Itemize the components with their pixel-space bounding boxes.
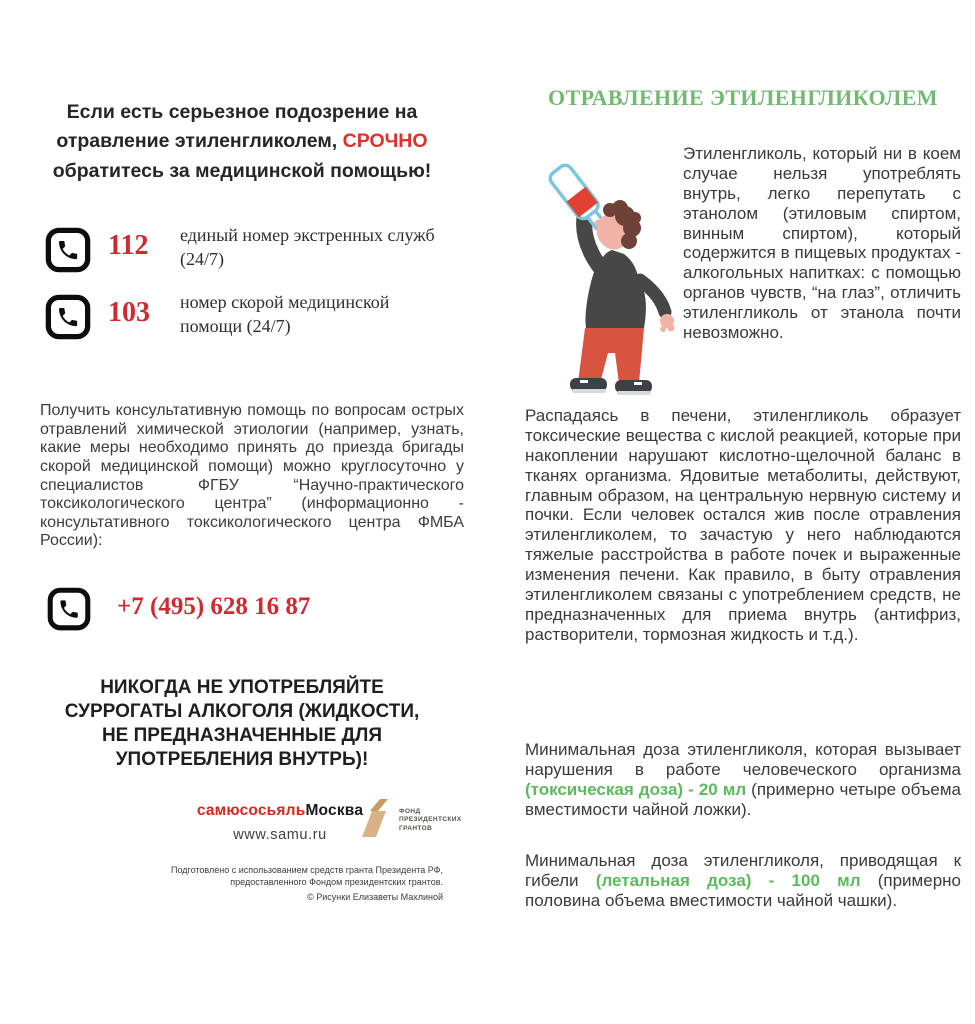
toxic-dose-paragraph: [525, 740, 961, 820]
fund-logo-line2: ПРЕЗИДЕНТСКИХ: [399, 816, 462, 824]
lethal-dose-paragraph: [525, 851, 961, 911]
fund-flag-icon: [360, 797, 394, 844]
toxic-dose-text-post: (примерно четыре объема вместимости чайной ложки).: [525, 779, 962, 819]
lethal-dose-text-pre: Минимальная доза этиленгликоля, приводящая к гибели: [525, 851, 961, 890]
grant-note-line2: предоставленного Фондом президентских грантов.: [230, 877, 443, 888]
fund-logo-line3: ГРАНТОВ: [399, 824, 433, 832]
phone-icon: [45, 294, 91, 340]
samu-logo-red-part: самюсосьяль: [196, 802, 306, 819]
samu-website-url: www.samu.ru: [233, 827, 327, 843]
phone-icon: [47, 587, 91, 631]
samu-moscow-logo: [185, 802, 375, 843]
consultation-paragraph: Получить консультативную помощь по вопросам острых отравлений химической этиологии (например, узнать, какие меры необходимо принять до приезда бригады скорой медицинской помощи) можно круглосуточно у специалистов ФГБУ “Научно-практического токсикологического центра” (информационно - консультативного токсикологического центра ФМБА России):: [40, 402, 464, 550]
never-drink-warning: НИКОГДА НЕ УПОТРЕБЛЯЙТЕ СУРРОГАТЫ АЛКОГОЛЯ (ЖИДКОСТИ, НЕ ПРЕДНАЗНАЧЕННЫЕ ДЛЯ УПОТРЕБЛЕНИЯ ВНУТРЬ)!: [64, 677, 420, 771]
illustration-credit: © Рисунки Елизаветы Махлиной: [307, 892, 443, 902]
left-heading-text-post: обратитесь за медицинской помощью!: [52, 159, 432, 182]
hotline-description-103: номер скорой медицинской помощи (24/7): [180, 292, 390, 336]
grant-note-line1: Подготовлено с использованием средств гранта Президента РФ,: [170, 865, 443, 875]
page-title: ОТРАВЛЕНИЕ ЭТИЛЕНГЛИКОЛЕМ: [548, 85, 938, 110]
presidential-grants-fund-logo: [360, 797, 462, 844]
fund-logo-line1: ФОНД: [399, 807, 421, 815]
left-heading: [40, 98, 444, 186]
person-drinking-illustration: [528, 120, 682, 395]
hotline-description-112: единый номер экстренных служб (24/7): [180, 225, 435, 269]
intro-paragraph: Этиленгликоль, который ни в коем случае нельзя употреблять внутрь, легко перепутать с этанолом (этиловым спиртом, винным спиртом), который содержится в пищевых продуктах - алкогольных напитках: с помощью органов чувств, “на глаз”, отличить этиленгликоль от этанола почти невозможно.: [683, 144, 961, 342]
phone-icon: [45, 227, 91, 273]
mechanism-paragraph: Распадаясь в печени, этиленгликоль образует токсические вещества с кислой реакцией, которые при накоплении нарушают кислотно-щелочной баланс в тканях организма. Ядовитые метаболиты, действуют, главным образом, на центральную нервную систему и почки. Если человек остался жив после отравления этиленгликолем, то зачастую у него наблюдаются тяжелые расстройства в работе почек и выраженные изменения печени. Как правило, в быту отравления этиленгликолем связаны с употреблением средств, не предназначенных для приема внутрь (антифриз, растворители, тормозная жидкость и т.д.).: [525, 406, 961, 644]
toxicology-phone-number: +7 (495) 628 16 87: [117, 593, 311, 620]
hotline-number-112: 112: [108, 230, 149, 261]
left-heading-text-pre: Если есть серьезное подозрение на отравление этиленгликолем,: [56, 101, 418, 153]
toxic-dose-highlight: (токсическая доза) - 20 мл: [525, 779, 747, 799]
samu-logo-black-part: Москва: [305, 802, 364, 819]
toxicology-phone-row: [0, 585, 464, 645]
urgent-word: СРОЧНО: [342, 130, 428, 153]
lethal-dose-text-post: (примерно половина объема вместимости чайной чашки).: [525, 870, 961, 910]
lethal-dose-highlight: (летальная доза) - 100 мл: [595, 870, 861, 890]
toxic-dose-text-pre: Минимальная доза этиленгликоля, которая вызывает нарушения в работе человеческого организма: [525, 740, 961, 779]
hotline-number-103: 103: [108, 297, 150, 328]
samu-logo-text: [185, 802, 375, 820]
grant-attribution-note: [165, 864, 443, 888]
fund-logo-text: [399, 808, 462, 833]
hotline-row-103: [0, 289, 464, 371]
